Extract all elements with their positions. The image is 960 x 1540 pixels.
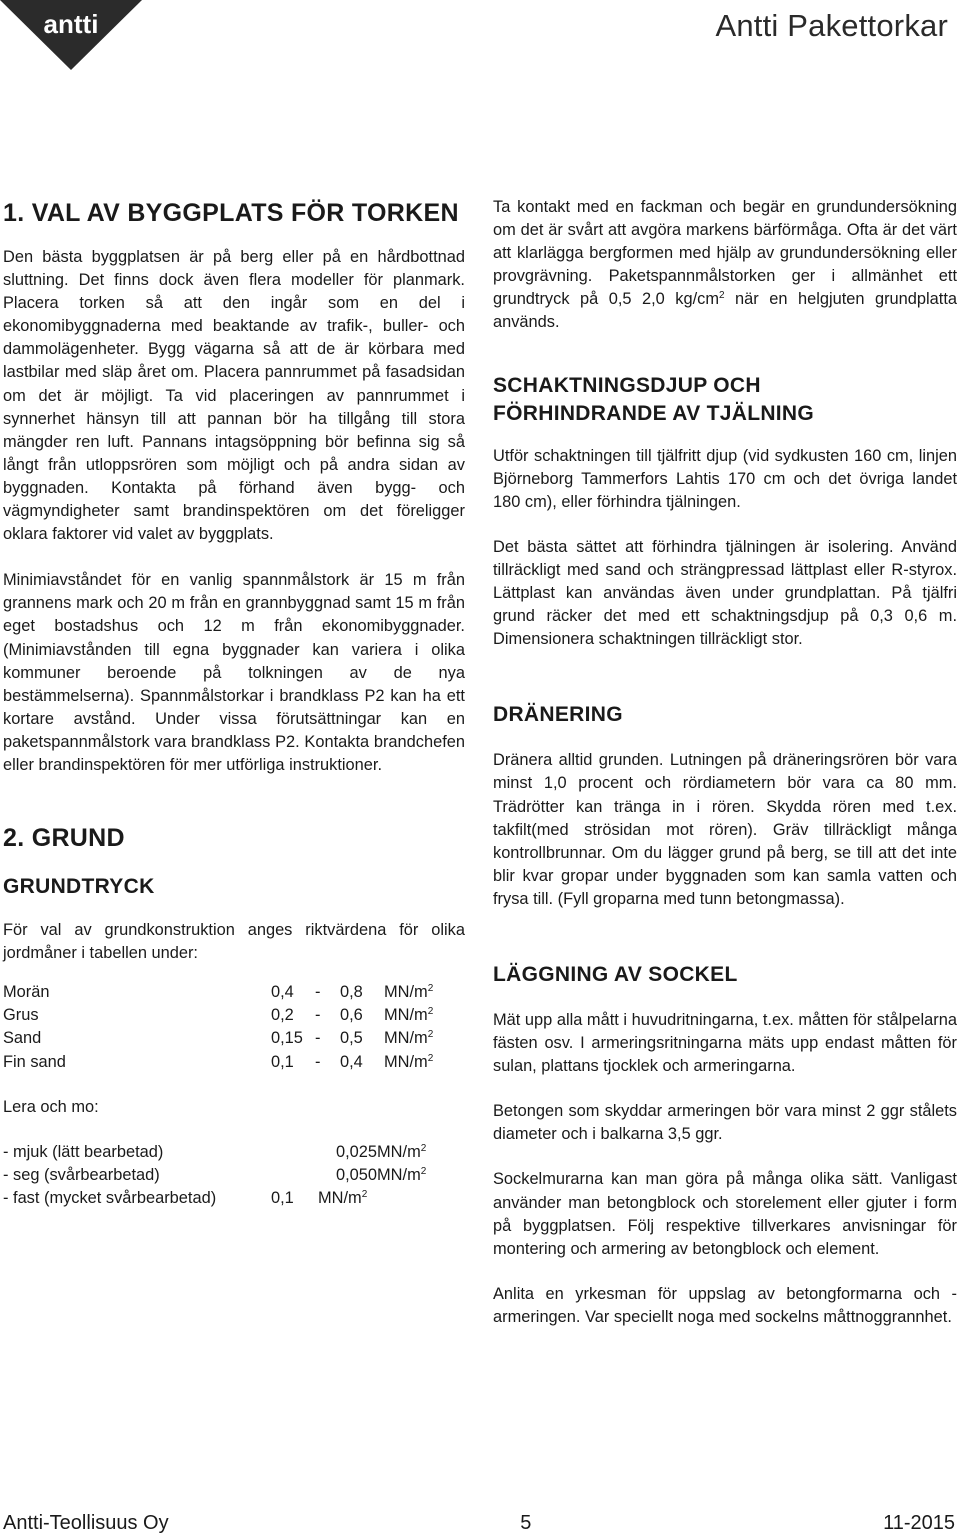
- soil-dash: -: [315, 1052, 321, 1071]
- clay-name: - mjuk (lätt bearbetad): [3, 1142, 164, 1161]
- section-1-heading: 1. VAL AV BYGGPLATS FÖR TORKEN: [3, 199, 459, 227]
- sockel-paragraph-3: Sockelmurarna kan man göra på många olika sätt. Vanligast använder man betongblock och storelement eller gjuter i form på byggplatsen. Följ respektive tillverkares anvisningar för montering och armering av betongblock och element.: [493, 1170, 957, 1258]
- sockel-heading: LÄGGNING AV SOCKEL: [493, 962, 738, 986]
- soil-name: Fin sand: [3, 1052, 66, 1071]
- table-row: [3, 981, 433, 1004]
- drainage-heading: DRÄNERING: [493, 703, 623, 727]
- soil-low: 0,1: [271, 1052, 294, 1071]
- section-1-paragraph-2: Minimiavståndet för en vanlig spannmålstork är 15 m från grannens mark och 20 m från en grannbyggnad samt 15 m från eget bostadshus och 12 m från ekonomibyggnader. (Minimiavstånden till egna byggnader kan variera i olika kommuner beroende på tolkningen av de nya bestämmelserna). Spannmålstorkar i brandklass P2 kan ha ett kortare avstånd. Under vissa förutsättningar kan en paketspannmålstork vara brandklass P2. Kontakta brandchefen eller brandinspektören för mer utförliga instruktioner.: [3, 571, 465, 774]
- soil-unit: $MN/m^2$: [384, 983, 434, 1002]
- clay-table-last: [3, 1187, 367, 1210]
- soil-low: 0,4: [271, 983, 294, 1002]
- clay-value: $0,050MN/m^2$: [336, 1165, 427, 1184]
- soil-unit: $MN/m^2$: [384, 1006, 434, 1025]
- footer-date: 11-2015: [883, 1512, 955, 1534]
- antti-logo: [0, 0, 142, 70]
- logo-text: antti: [43, 9, 99, 39]
- table-row: [3, 1004, 433, 1027]
- clay-table: [3, 1141, 426, 1187]
- drainage-paragraph: Dränera alltid grunden. Lutningen på dräneringsrören bör vara minst 1,0 procent och rördiametern bör vara ca 80 mm. Trädrötter kan tränga in i rören. Skydda rören med t.ex. takfilt(med strösidan mot rören). Gräv tillräckligt många kontrollbrunnar. Om du lägger grund på berg, se till att det inte blir kvar gropar under byggnaden som kan samla vatten och frysa till. (Fyll groparna med tunn betongmassa).: [493, 751, 957, 908]
- table-row: [3, 1187, 367, 1210]
- soil-unit: $MN/m^2$: [384, 1029, 434, 1048]
- clay-label: Lera och mo:: [3, 1097, 99, 1116]
- soil-low: 0,15: [271, 1029, 303, 1048]
- table-row: [3, 1051, 433, 1074]
- frost-paragraph-2: Det bästa sättet att förhindra tjälningen är isolering. Använd tillräckligt med sand och strängpressad lättplast eller R-styrox. Lättplast kan användas även under grundplattan. På tjälfri grund räcker det med ett schaktningsdjup på 0,3 0,6 m. Dimensionera schaktningen tillräckligt stor.: [493, 537, 957, 649]
- soil-unit: $MN/m^2$: [384, 1052, 434, 1071]
- soil-name: Grus: [3, 1006, 39, 1025]
- grundtryck-intro: För val av grundkonstruktion anges riktvärdena för olika jordmåner i tabellen under:: [3, 921, 465, 963]
- clay-value: 0,1: [271, 1188, 294, 1207]
- soil-dash: -: [315, 1029, 321, 1048]
- footer-page-number: 5: [520, 1512, 532, 1534]
- sockel-paragraph-1: Mät upp alla mått i huvudritningarna, t.ex. måtten för stålpelarna fästen osv. I armeringsritningarna mäts upp endast måtten för sulan, plattans tjocklek och armeringarna.: [493, 1010, 957, 1076]
- soil-table: [3, 981, 433, 1073]
- table-row: [3, 1027, 433, 1050]
- frost-heading-line-2: FÖRHINDRANDE AV TJÄLNING: [493, 401, 815, 425]
- soil-name: Sand: [3, 1029, 42, 1048]
- soil-low: 0,2: [271, 1006, 294, 1025]
- soil-high: 0,5: [340, 1029, 363, 1048]
- frost-heading-line-1: SCHAKTNINGSDJUP OCH: [493, 373, 761, 397]
- soil-high: 0,4: [340, 1052, 363, 1071]
- frost-paragraph-1: Utför schaktningen till tjälfritt djup (vid sydkusten 160 cm, linjen Björneborg Tammerfors Lahtis 170 cm och det övriga landet 180 cm), eller förhindra tjälningen.: [493, 446, 957, 511]
- table-row: [3, 1164, 426, 1187]
- section-2-heading: 2. GRUND: [3, 824, 125, 853]
- page-footer: [3, 1512, 955, 1535]
- sockel-paragraph-4: Anlita en yrkesman för uppslag av betongformarna och -armeringen. Var speciellt noga med sockelns måttnoggrannhet.: [493, 1284, 957, 1326]
- table-row: [3, 1141, 426, 1164]
- ground-survey-paragraph: Ta kontakt med en fackman och begär en grundundersökning om det är svårt att avgöra markens bärförmåga. Ofta är det värt att klarlägga bergformen med hjälp av grundundersökning eller provgrävning. Paketspannmålstorken ger i allmänhet ett grundtryck på 0,5 2,0 $kg/cm^2$ när en helgjuten grundplatta används.: [493, 198, 957, 332]
- clay-name: - seg (svårbearbetad): [3, 1165, 160, 1184]
- sockel-paragraph-2: Betongen som skyddar armeringen bör vara minst 2 ggr stålets diameter och i balkarna 3,5 ggr.: [493, 1102, 957, 1144]
- footer-company: Antti-Teollisuus Oy: [3, 1512, 169, 1534]
- right-column: [493, 196, 957, 1329]
- section-1-paragraph-1: Den bästa byggplatsen är på berg eller på en hårdbottnad sluttning. Det finns dock även flera modeller för planmark. Placera torken så att den ingår som en del i ekonomibyggnaderna med beaktande av trafik-, buller- och dammolägenheter. Bygg vägarna så att de är körbara med lastbilar med släp året om. Placera pannrummet på fasadsidan om det är möjligt. Ta vid placeringen av pannrummet i synnerhet hänsyn till att pannan bör ha tillgång till stora mängder ren luft. Pannans intagsöppning bör befinna sig så långt från utloppsrören som möjligt och på andra sidan av byggnaden. Kontakta på förhand även bygg- och vägmyndigheter samt brandinspektören om det föreligger oklara faktorer vid valet av byggplats.: [3, 248, 465, 544]
- left-column: [3, 196, 465, 1210]
- clay-name: - fast (mycket svårbearbetad): [3, 1188, 217, 1207]
- soil-high: 0,6: [340, 1006, 363, 1025]
- soil-name: Morän: [3, 983, 50, 1002]
- header-title: Antti Pakettorkar: [715, 8, 948, 43]
- grundtryck-heading: GRUNDTRYCK: [3, 875, 155, 899]
- soil-dash: -: [315, 1006, 321, 1025]
- clay-value: $0,025MN/m^2$: [336, 1142, 427, 1161]
- clay-unit: $MN/m^2$: [318, 1188, 368, 1207]
- soil-dash: -: [315, 983, 321, 1002]
- soil-high: 0,8: [340, 983, 363, 1002]
